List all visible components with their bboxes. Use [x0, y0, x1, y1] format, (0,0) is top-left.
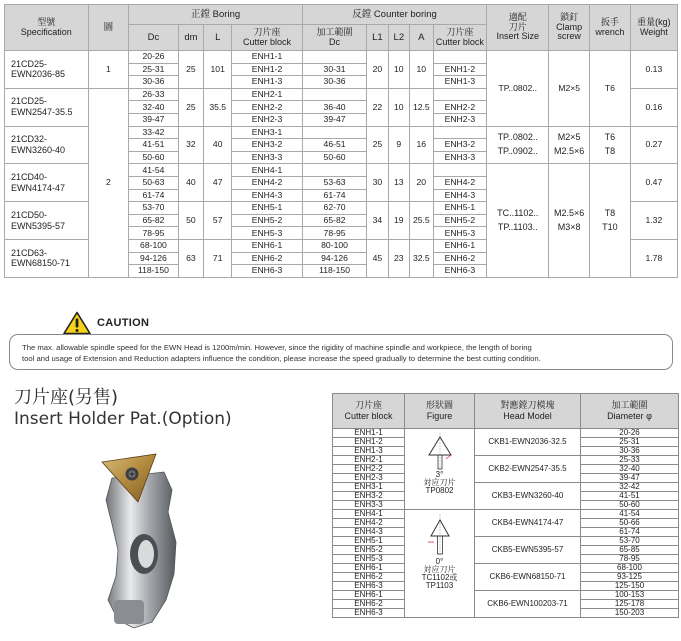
holder-cb: ENH2-1 — [333, 456, 405, 465]
dc-header: Dc — [129, 25, 178, 51]
cutter-block: ENH1-2 — [232, 63, 303, 76]
holder-range-header: 加工範圍 Diameter φ — [581, 394, 679, 429]
holder-cb: ENH6-3 — [333, 582, 405, 591]
l1-value: 30 — [367, 164, 388, 202]
dm-value: 25 — [178, 51, 204, 89]
cutter-block: ENH4-1 — [232, 164, 303, 177]
dm-value: 50 — [178, 202, 204, 240]
l-value: 57 — [204, 202, 232, 240]
cutter-block-2: ENH5-3 — [433, 227, 487, 240]
dc-value: 32-40 — [129, 101, 178, 114]
range-value: 118-150 — [302, 265, 366, 278]
a-header: A — [410, 25, 434, 51]
spec-header: 型號 Specification — [5, 5, 89, 51]
holder-cb: ENH6-1 — [333, 591, 405, 600]
clamp-screw: M2×5 — [549, 51, 590, 127]
holder-title-cn: 刀片座(另售) — [14, 387, 119, 408]
cutter-block-2: ENH2-3 — [433, 113, 487, 126]
dc-value: 25-31 — [129, 63, 178, 76]
cutter-block-2 — [433, 51, 487, 64]
cutter-block: ENH2-3 — [232, 113, 303, 126]
holder-range: 53-70 — [581, 537, 679, 546]
caution-line: tool and usage of Extension and Reduction adapters influence the condition, please increase the speed gradually to determine the best cutting condition. — [22, 354, 541, 363]
l1-value: 45 — [367, 239, 388, 277]
l1-value: 34 — [367, 202, 388, 240]
a-value: 12.5 — [410, 88, 434, 126]
holder-cb-header: 刀片座 Cutter block — [333, 394, 405, 429]
head-model: CKB6-EWN68150-71 — [475, 564, 581, 591]
holder-cb: ENH5-3 — [333, 555, 405, 564]
dc-value: 65-82 — [129, 214, 178, 227]
cutter-block: ENH6-3 — [232, 265, 303, 278]
range-value — [302, 51, 366, 64]
cutter-block: ENH5-2 — [232, 214, 303, 227]
cutter-block-2: ENH4-2 — [433, 176, 487, 189]
warning-icon — [63, 311, 91, 335]
range-value: 30-36 — [302, 76, 366, 89]
figure-tp0802 — [405, 429, 475, 510]
holder-cb: ENH4-1 — [333, 510, 405, 519]
cutter-block-header: 刀片座 Cutter block — [232, 25, 303, 51]
holder-range: 25-33 — [581, 456, 679, 465]
l-value: 35.5 — [204, 88, 232, 126]
spec-model: 21CD50- EWN5395-57 — [5, 202, 89, 240]
cutter-block-2: ENH2-2 — [433, 101, 487, 114]
holder-cb: ENH3-3 — [333, 501, 405, 510]
l-value: 101 — [204, 51, 232, 89]
cutter-block: ENH2-2 — [232, 101, 303, 114]
holder-cb: ENH3-2 — [333, 492, 405, 501]
cutter-block: ENH2-1 — [232, 88, 303, 101]
figure-number: 1 — [88, 51, 129, 89]
l2-value: 10 — [388, 88, 409, 126]
dc-value: 41-54 — [129, 164, 178, 177]
cutter-block: ENH6-2 — [232, 252, 303, 265]
holder-range: 50-60 — [581, 501, 679, 510]
holder-range: 30-36 — [581, 447, 679, 456]
l2-value: 9 — [388, 126, 409, 164]
cutter-block: ENH6-1 — [232, 239, 303, 252]
range-value: 61-74 — [302, 189, 366, 202]
l1-value: 20 — [367, 51, 388, 89]
weight: 0.16 — [630, 88, 677, 126]
dc-value: 33-42 — [129, 126, 178, 139]
figure-code: TP0802 — [425, 486, 454, 495]
holder-cb: ENH3-1 — [333, 483, 405, 492]
a-value: 25.5 — [410, 202, 434, 240]
head-model: CKB6-EWN100203-71 — [475, 591, 581, 618]
range-value — [302, 164, 366, 177]
range-value: 39-47 — [302, 113, 366, 126]
holder-range: 78-95 — [581, 555, 679, 564]
holder-cb: ENH4-2 — [333, 519, 405, 528]
dc-value: 61-74 — [129, 189, 178, 202]
range-value: 78-95 — [302, 227, 366, 240]
range-header: 加工範圍 Dc — [302, 25, 366, 51]
l2-value: 10 — [388, 51, 409, 89]
l-value: 47 — [204, 164, 232, 202]
holder-range: 41-54 — [581, 510, 679, 519]
holder-title-en: Insert Holder Pat.(Option) — [14, 409, 232, 429]
l1-header: L1 — [367, 25, 388, 51]
range-value: 46-51 — [302, 139, 366, 152]
caution-line: The max. allowable spindle speed for the EWN Head is 1200m/min. However, since the rigidity of machine spindle and workpiece, the length of boring — [22, 343, 532, 352]
wrench: T6 T8 — [590, 126, 631, 164]
cutter-block: ENH3-2 — [232, 139, 303, 152]
dc-value: 68-100 — [129, 239, 178, 252]
clamp-screw-header: 鎖釘 Clamp screw — [549, 5, 590, 51]
dc-value: 30-36 — [129, 76, 178, 89]
holder-range: 20-26 — [581, 429, 679, 438]
cutter-block-2: ENH6-2 — [433, 252, 487, 265]
spec-table — [4, 4, 678, 278]
insert-size-header: 適配 刀片 Insert Size — [487, 5, 549, 51]
weight: 1.32 — [630, 202, 677, 240]
holder-cb: ENH2-3 — [333, 474, 405, 483]
l-header: L — [204, 25, 232, 51]
cutter-block: ENH3-1 — [232, 126, 303, 139]
dc-value: 94-126 — [129, 252, 178, 265]
range-value — [302, 88, 366, 101]
insert-holder-photo — [94, 450, 202, 632]
range-value: 53-63 — [302, 176, 366, 189]
cutter-block-2 — [433, 164, 487, 177]
boring-header: 正鏜 Boring — [129, 5, 303, 25]
holder-cb: ENH1-1 — [333, 429, 405, 438]
holder-cb: ENH6-3 — [333, 609, 405, 618]
cutter-block-2: ENH3-2 — [433, 139, 487, 152]
holder-cb: ENH1-3 — [333, 447, 405, 456]
l2-value: 23 — [388, 239, 409, 277]
cutter-block: ENH5-1 — [232, 202, 303, 215]
holder-range: 93-125 — [581, 573, 679, 582]
cutter-block-2: ENH3-3 — [433, 151, 487, 164]
cutter-block-2: ENH6-3 — [433, 265, 487, 278]
figure-code: TP1103 — [425, 581, 454, 590]
head-model: CKB2-EWN2547-35.5 — [475, 456, 581, 483]
spec-model: 21CD25- EWN2547-35.5 — [5, 88, 89, 126]
holder-figure-header: 形狀圖 Figure — [405, 394, 475, 429]
dc-value: 41-51 — [129, 139, 178, 152]
figure-code: TC1102或 — [421, 573, 458, 582]
figure-tc1102 — [405, 510, 475, 618]
holder-range: 125-150 — [581, 582, 679, 591]
cutter-block-2 — [433, 126, 487, 139]
range-value: 36-40 — [302, 101, 366, 114]
insert-size: TC..1102.. TP..1103.. — [487, 164, 549, 277]
a-value: 16 — [410, 126, 434, 164]
weight: 1.78 — [630, 239, 677, 277]
cutter-block: ENH1-3 — [232, 76, 303, 89]
holder-model-header: 對應鏜刀模塊 Head Model — [475, 394, 581, 429]
range-value — [302, 126, 366, 139]
figure-header: 圖 — [88, 5, 129, 51]
cutter-block: ENH1-1 — [232, 51, 303, 64]
dm-value: 63 — [178, 239, 204, 277]
a-value: 10 — [410, 51, 434, 89]
dc-value: 50-63 — [129, 176, 178, 189]
l1-value: 25 — [367, 126, 388, 164]
holder-range: 50-66 — [581, 519, 679, 528]
cutter-block: ENH4-2 — [232, 176, 303, 189]
holder-cb: ENH6-2 — [333, 600, 405, 609]
l2-value: 19 — [388, 202, 409, 240]
holder-range: 100-153 — [581, 591, 679, 600]
holder-cb: ENH6-2 — [333, 573, 405, 582]
spec-model: 21CD63- EWN68150-71 — [5, 239, 89, 277]
l-value: 40 — [204, 126, 232, 164]
holder-range: 150-203 — [581, 609, 679, 618]
holder-range: 61-74 — [581, 528, 679, 537]
cutter-block-2: ENH1-2 — [433, 63, 487, 76]
a-value: 20 — [410, 164, 434, 202]
figure-angle: 0° — [435, 557, 444, 566]
cutter-block-2: ENH5-1 — [433, 202, 487, 215]
figure-angle: 3° — [435, 470, 444, 479]
caution-heading — [63, 311, 149, 335]
holder-range: 39-47 — [581, 474, 679, 483]
holder-range: 25-31 — [581, 438, 679, 447]
cutter-block-2: ENH6-1 — [433, 239, 487, 252]
caution-title: CAUTION — [97, 317, 150, 329]
clamp-screw: M2×5 M2.5×6 — [549, 126, 590, 164]
spec-model: 21CD32- EWN3260-40 — [5, 126, 89, 164]
head-model: CKB3-EWN3260-40 — [475, 483, 581, 510]
dm-value: 40 — [178, 164, 204, 202]
clamp-screw: M2.5×6 M3×8 — [549, 164, 590, 277]
holder-range: 32-42 — [581, 483, 679, 492]
l2-header: L2 — [388, 25, 409, 51]
cutter-block: ENH4-3 — [232, 189, 303, 202]
dm-header: dm — [178, 25, 204, 51]
holder-range: 32-40 — [581, 465, 679, 474]
range-value: 50-60 — [302, 151, 366, 164]
insert-figure-icon — [420, 512, 460, 558]
dc-value: 118-150 — [129, 265, 178, 278]
cutter-block-2: ENH4-3 — [433, 189, 487, 202]
holder-table — [332, 393, 679, 618]
holder-cb: ENH5-1 — [333, 537, 405, 546]
holder-cb: ENH2-2 — [333, 465, 405, 474]
dc-value: 26-33 — [129, 88, 178, 101]
insert-size: TP..0802.. — [487, 51, 549, 127]
range-value: 62-70 — [302, 202, 366, 215]
holder-cb: ENH6-1 — [333, 564, 405, 573]
cutter-block-2: ENH1-3 — [433, 76, 487, 89]
holder-range: 65-85 — [581, 546, 679, 555]
holder-range: 125-178 — [581, 600, 679, 609]
spec-model: 21CD25- EWN2036-85 — [5, 51, 89, 89]
cutter-block-2-header: 刀片座 Cutter block — [433, 25, 487, 51]
holder-range: 68-100 — [581, 564, 679, 573]
weight: 0.13 — [630, 51, 677, 89]
weight-header: 重量(kg) Weight — [630, 5, 677, 51]
wrench-header: 扳手 wrench — [590, 5, 631, 51]
head-model: CKB1-EWN2036-32.5 — [475, 429, 581, 456]
wrench: T8 T10 — [590, 164, 631, 277]
insert-figure-icon — [420, 431, 460, 471]
wrench: T6 — [590, 51, 631, 127]
insert-size: TP..0802.. TP..0902.. — [487, 126, 549, 164]
dc-value: 53-70 — [129, 202, 178, 215]
weight: 0.27 — [630, 126, 677, 164]
cutter-block: ENH3-3 — [232, 151, 303, 164]
dc-value: 20-26 — [129, 51, 178, 64]
range-value: 80-100 — [302, 239, 366, 252]
dm-value: 25 — [178, 88, 204, 126]
cutter-block-2: ENH5-2 — [433, 214, 487, 227]
range-value: 94-126 — [302, 252, 366, 265]
counter-boring-header: 反鏜 Counter boring — [302, 5, 486, 25]
dc-value: 50-60 — [129, 151, 178, 164]
head-model: CKB5-EWN5395-57 — [475, 537, 581, 564]
cutter-block-2 — [433, 88, 487, 101]
range-value: 30-31 — [302, 63, 366, 76]
holder-cb: ENH1-2 — [333, 438, 405, 447]
figure-caption: 対应刀片 — [423, 478, 456, 487]
holder-cb: ENH5-2 — [333, 546, 405, 555]
holder-section-title — [14, 388, 232, 430]
dm-value: 32 — [178, 126, 204, 164]
dc-value: 78-95 — [129, 227, 178, 240]
holder-range: 41-51 — [581, 492, 679, 501]
dc-value: 39-47 — [129, 113, 178, 126]
range-value: 65-82 — [302, 214, 366, 227]
figure-number: 2 — [88, 88, 129, 277]
l1-value: 22 — [367, 88, 388, 126]
weight: 0.47 — [630, 164, 677, 202]
a-value: 32.5 — [410, 239, 434, 277]
l2-value: 13 — [388, 164, 409, 202]
spec-model: 21CD40- EWN4174-47 — [5, 164, 89, 202]
caution-box — [9, 334, 673, 370]
head-model: CKB4-EWN4174-47 — [475, 510, 581, 537]
holder-cb: ENH4-3 — [333, 528, 405, 537]
l-value: 71 — [204, 239, 232, 277]
cutter-block: ENH5-3 — [232, 227, 303, 240]
figure-caption: 対应刀片 — [423, 565, 456, 574]
